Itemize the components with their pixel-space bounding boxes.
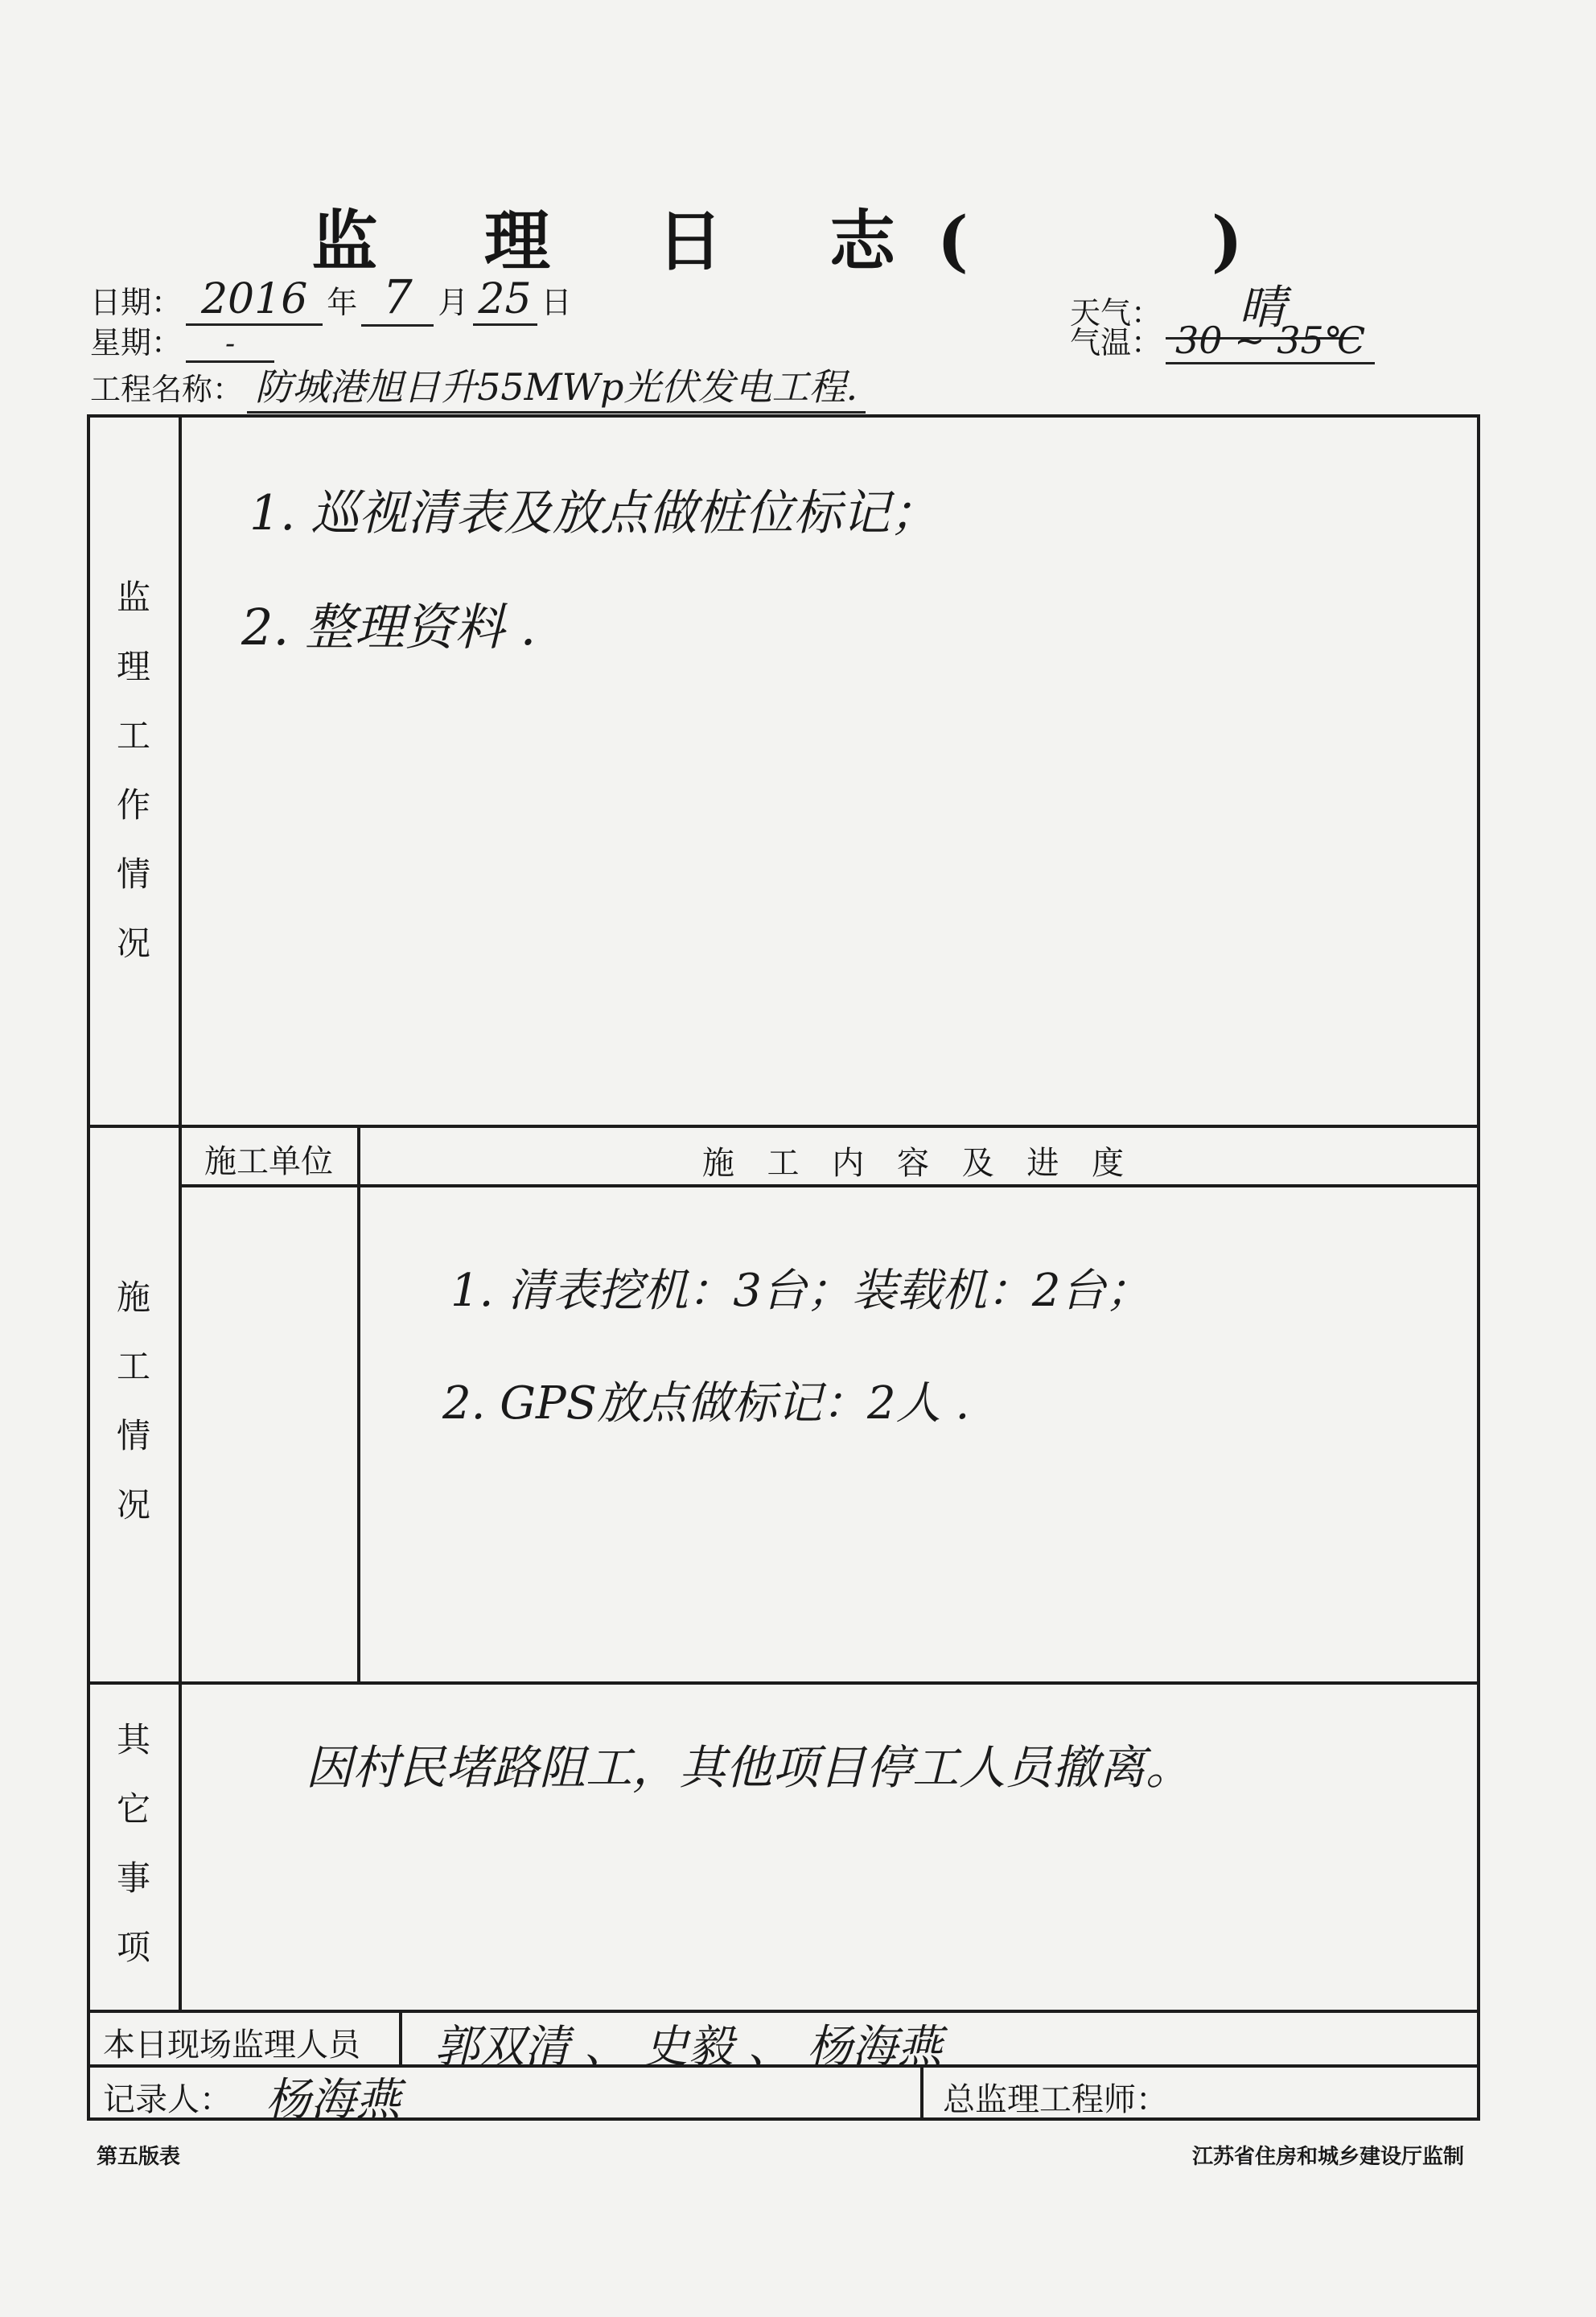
construction-content-header: 施 工 内 容 及 进 度 [701, 1145, 1136, 1182]
footer-left: 第五版表 [97, 2145, 181, 2169]
weather-value: 晴 [1166, 270, 1359, 340]
construction-item-1: 1. 清表挖机：3台；装载机：2台； [450, 1265, 1151, 1317]
project-row [90, 358, 866, 414]
table-top-border [87, 414, 1480, 418]
construction-item-2: 2. GPS放点做标记：2人 . [442, 1377, 970, 1430]
footer-right: 江苏省住房和城乡建设厅监制 [1191, 2145, 1464, 2169]
supervision-side-label: 监 理 工 作 情 况 [116, 578, 150, 963]
construction-header-divider [179, 1184, 1480, 1187]
label-column-divider [179, 414, 182, 2010]
date-label: 日期： [90, 285, 183, 320]
temperature-row [1070, 318, 1375, 364]
date-year: 2016 [186, 275, 323, 326]
title-close-paren: ) [1211, 203, 1285, 280]
date-month: 7 [361, 270, 434, 327]
title-main: 监 理 日 志 [311, 203, 938, 280]
other-side-label: 其 它 事 项 [116, 1720, 150, 1967]
staff-label-divider [399, 2010, 402, 2064]
weekday-value: - [186, 327, 274, 363]
recorder-name: 杨海燕 [265, 2074, 401, 2126]
date-year-unit: 年 [327, 285, 358, 320]
table-left-border [87, 414, 90, 2120]
weekday-label: 星期： [90, 325, 183, 360]
temperature-value: 30 ~ 35℃ [1166, 319, 1375, 364]
construction-unit-divider [357, 1125, 360, 1681]
title-open-paren: ( [937, 203, 1010, 280]
table-right-border [1477, 414, 1480, 2120]
project-label: 工程名称： [90, 372, 244, 407]
supervision-section-divider [87, 1125, 1480, 1128]
construction-section-divider [87, 1681, 1480, 1685]
staff-label: 本日现场监理人员 [103, 2027, 360, 2064]
weekday-row [90, 318, 274, 363]
chief-engineer-label: 总监理工程师： [943, 2081, 1168, 2118]
project-value: 防城港旭日升55MWp光伏发电工程. [247, 358, 866, 414]
date-day-unit: 日 [541, 285, 572, 320]
temperature-label: 气温： [1070, 325, 1162, 360]
date-month-unit: 月 [438, 285, 469, 320]
recorder-label: 记录人： [103, 2081, 232, 2118]
construction-side-label: 施 工 情 况 [116, 1278, 150, 1525]
date-day: 25 [473, 275, 537, 326]
other-text: 因村民堵路阻工，其他项目停工人员撤离。 [306, 1740, 1193, 1795]
supervision-item-2: 2. 整理资料 . [241, 598, 537, 656]
supervision-item-1: 1. 巡视清表及放点做桩位标记； [249, 485, 939, 541]
weather-label: 天气： [1070, 295, 1162, 331]
staff-names: 郭双清 、 史毅 、 杨海燕 [434, 2021, 943, 2073]
construction-unit-header: 施工单位 [204, 1143, 333, 1180]
